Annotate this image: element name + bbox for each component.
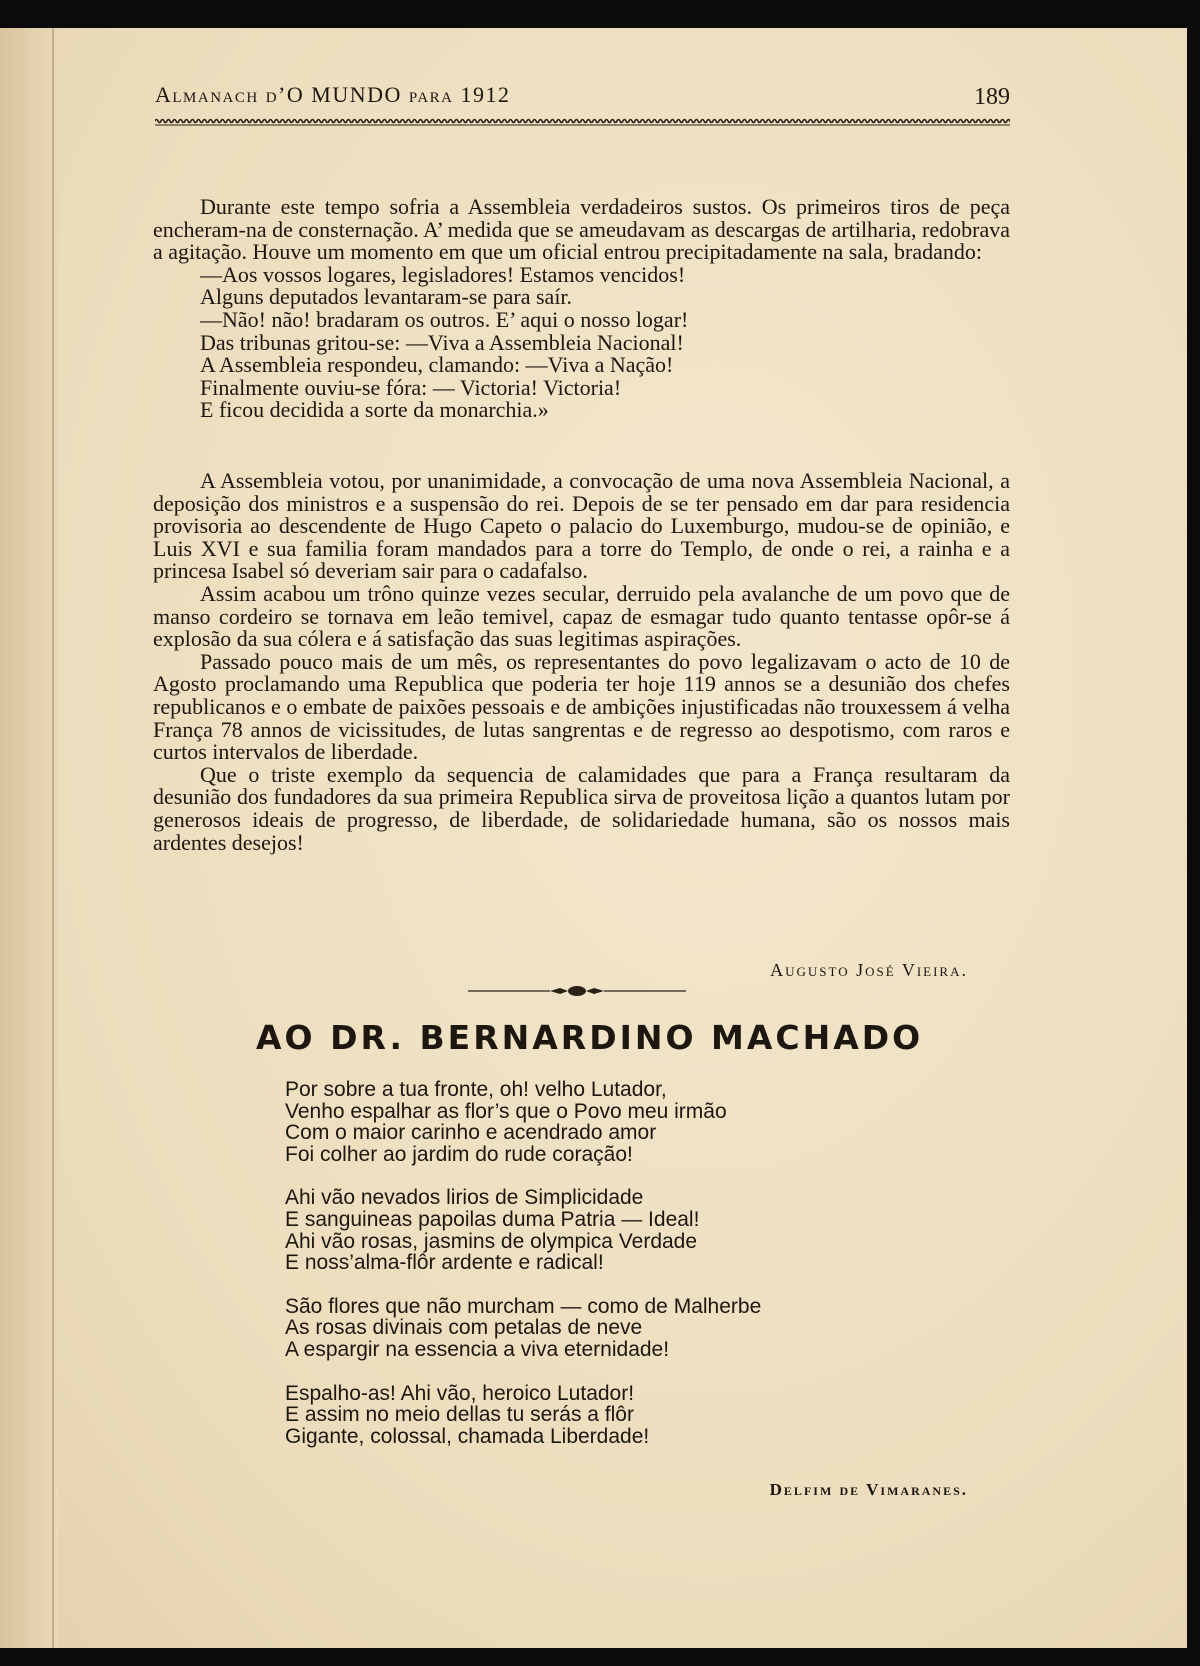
dialogue-line: Alguns deputados levantaram-se para saír. [200, 284, 573, 310]
paragraph: Assim acabou um trôno quinze vezes secular, derruido pela avalanche de um povo que de manso cordeiro se tornava em leão temivel, capaz de esmagar tudo quanto tentasse opôr-se á explosão da sua cólera e á satisfação das suas legitimas aspirações. [153, 580, 1010, 652]
verse-line: Ahi vão rosas, jasmins de olympica Verdade [285, 1229, 698, 1253]
dialogue-line: —Aos vossos logares, legisladores! Estamos vencidos! [200, 261, 686, 287]
verse-line: As rosas divinais com petalas de neve [285, 1316, 643, 1340]
verse-line: E sanguineas papoilas duma Patria — Ideal! [285, 1207, 700, 1231]
narrative-section [153, 196, 1010, 422]
paragraph: Durante este tempo sofria a Assembleia verdadeiros sustos. Os primeiros tiros de peça encheram-na de consternação. A’ medida que se ameudavam as descargas de artilharia, redobrava a agitação. Houve um momento em que um oficial entrou precipitadamente na sala, bradando: [153, 194, 1010, 265]
history-section [153, 470, 1010, 854]
poem [285, 1079, 905, 1469]
verse-line: Espalho-as! Ahi vão, heroico Lutador! [285, 1381, 635, 1405]
article-author: Augusto José Vieira. [770, 960, 968, 980]
dialogue-line: Das tribunas gritou-se: —Viva a Assembleia Nacional! [200, 329, 684, 355]
dialogue-line: Finalmente ouviu-se fóra: — Victoria! Victoria! [200, 374, 622, 400]
page-number: 189 [974, 84, 1010, 110]
verse-line: Foi colher ao jardim do rude coração! [285, 1142, 633, 1166]
ornament-divider [468, 983, 686, 999]
verse-line: Com o maior carinho e acendrado amor [285, 1121, 657, 1145]
verse-line: E noss’alma-flôr ardente e radical! [285, 1251, 604, 1275]
verse-line: Venho espalhar as flor’s que o Povo meu irmão [285, 1099, 727, 1123]
stanza [285, 1383, 905, 1448]
stanza [285, 1079, 905, 1165]
binding-edge [52, 28, 54, 1648]
wavy-rule [155, 118, 1010, 126]
verse-line: Por sobre a tua fronte, oh! velho Lutador, [285, 1078, 667, 1101]
dialogue-line: E ficou decidida a sorte da monarchia.» [200, 397, 549, 423]
dialogue-line: A Assembleia respondeu, clamando: —Viva a Nação! [200, 352, 674, 378]
running-header [155, 82, 1010, 122]
verse-line: Ahi vão nevados lirios de Simplicidade [285, 1186, 644, 1210]
verse-line: Gigante, colossal, chamada Liberdade! [285, 1424, 650, 1448]
poem-title: AO DR. BERNARDINO MACHADO [256, 1018, 924, 1057]
verse-line: E assim no meio dellas tu serás a flôr [285, 1403, 634, 1427]
stanza [285, 1296, 905, 1361]
poem-author: Delfim de Vimaranes. [769, 1480, 968, 1499]
verse-line: São flores que não murcham — como de Malherbe [285, 1294, 762, 1318]
paragraph: A Assembleia votou, por unanimidade, a convocação de uma nova Assembleia Nacional, a deposição dos ministros e a suspensão do rei. Depois de se ter pensado em dar para residencia provisoria ao descendente de Hugo Capeto o palacio do Luxemburgo, mudou-se de opinião, e Luis XVI e sua familia foram mandados para a torre do Templo, de onde o rei, a rainha e a princesa Isabel só deveriam sair para o cadafalso. [153, 468, 1010, 584]
verse-line: A espargir na essencia a viva eternidade! [285, 1337, 670, 1361]
page-gutter [0, 28, 58, 1648]
paragraph: Que o triste exemplo da sequencia de calamidades que para a França resultaram da desunião dos fundadores da sua primeira Republica sirva de proveitosa lição a quantos lutam por generosos ideais de progresso, de liberdade, de solidariedade humana, são os nossos mais ardentes desejos! [153, 761, 1010, 855]
paragraph: Passado pouco mais de um mês, os representantes do povo legalizavam o acto de 10 de Agosto proclamando uma Republica que poderia ter hoje 119 annos se a desunião dos chefes republicanos e o embate de paixões pessoais e de ambições injustificadas não trouxessem á velha França 78 annos de vicissitudes, de lutas sangrentas e de regresso ao despotismo, com raros e curtos intervalos de liberdade. [153, 648, 1010, 765]
stanza [285, 1187, 905, 1273]
almanac-title: Almanach d’O MUNDO para 1912 [155, 82, 511, 107]
dialogue-line: —Não! não! bradaram os outros. E’ aqui o nosso logar! [200, 306, 689, 332]
